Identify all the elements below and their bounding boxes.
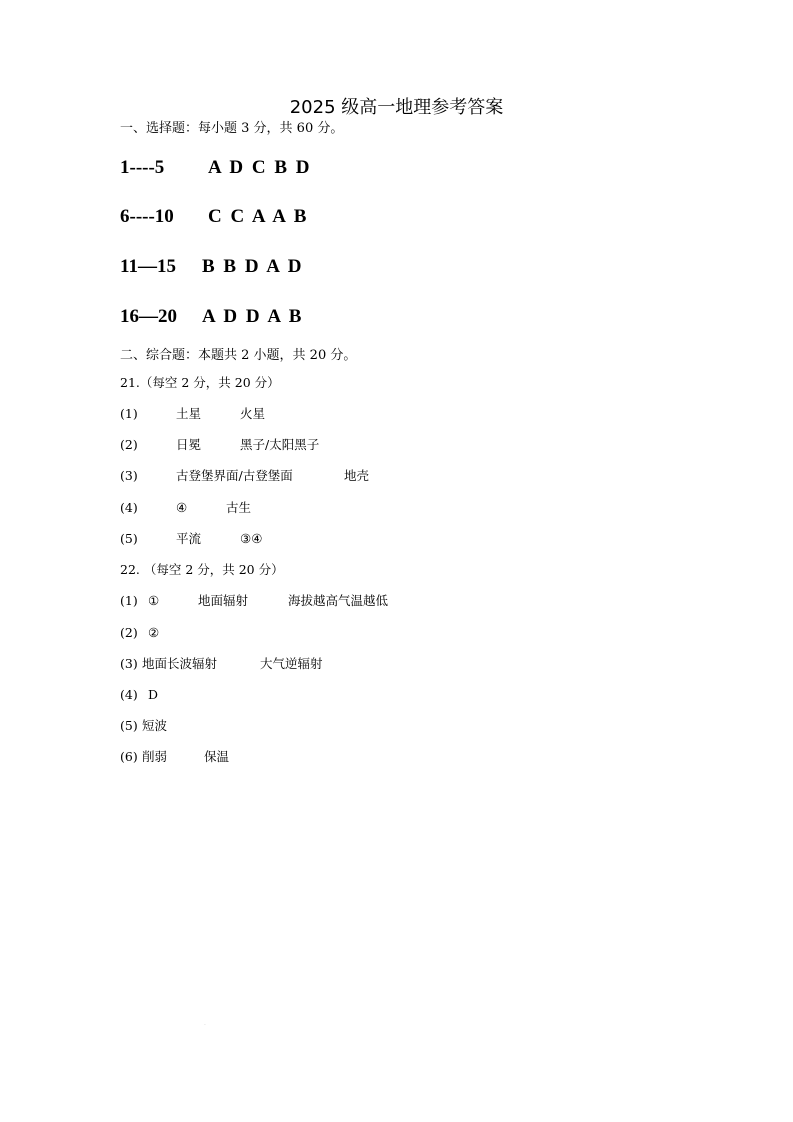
item-number: (4): [120, 687, 138, 702]
mc-answers: A D C B D: [208, 157, 312, 178]
item-number: (1): [120, 406, 138, 421]
mc-answers: C C A A B: [208, 206, 309, 227]
answer-blank-1: 土星: [176, 406, 202, 421]
mc-answer-row: [120, 155, 312, 181]
item-number: (4): [120, 500, 138, 515]
document-title: 2025 级高一地理参考答案: [289, 97, 504, 118]
answer-blank-1: 短波: [142, 718, 168, 733]
mc-answer-row: [120, 254, 304, 280]
answer-blank-1: 平流: [176, 531, 202, 546]
mc-answers: B B D A D: [202, 256, 304, 277]
mc-question-range: 1----5: [120, 157, 165, 178]
answer-blank-2: 保温: [204, 749, 230, 764]
answer-blank-1: 日冕: [176, 437, 202, 452]
answer-blank-2: 黑子/太阳黑子: [240, 437, 320, 452]
answer-blank-2: 火星: [240, 406, 266, 421]
mc-question-range: 11—15: [120, 256, 176, 277]
mc-answers: A D D A B: [202, 306, 304, 327]
answer-blank-1: ①: [148, 593, 160, 608]
item-number: (5): [120, 531, 138, 546]
item-number: (6): [120, 749, 138, 764]
mc-question-range: 16—20: [120, 306, 177, 327]
answer-blank-1: ④: [176, 500, 188, 515]
item-number: (1): [120, 593, 138, 608]
question-22-header: 22. （每空 2 分，共 20 分）: [120, 562, 284, 577]
answer-blank-1: 地面长波辐射: [142, 656, 218, 671]
mc-answer-row: [120, 304, 304, 330]
answer-blank-2: 地面辐射: [198, 593, 249, 608]
section2-heading: 二、综合题：本题共 2 小题，共 20 分。: [120, 348, 357, 363]
answer-blank-2: ③④: [240, 531, 263, 546]
mc-question-range: 6----10: [120, 206, 174, 227]
answer-blank-2: 地壳: [344, 468, 370, 483]
answer-blank-1: 古登堡界面/古登堡面: [176, 468, 293, 483]
item-number: (2): [120, 625, 138, 640]
answer-blank-1: ②: [148, 625, 160, 640]
item-number: (3): [120, 656, 138, 671]
faint-dot-mark: ·: [204, 1022, 206, 1029]
item-number: (2): [120, 437, 138, 452]
answer-blank-1: D: [148, 687, 159, 702]
answer-blank-2: 大气逆辐射: [260, 656, 323, 671]
mc-answer-row: [120, 204, 309, 230]
answer-blank-2: 古生: [226, 500, 252, 515]
item-number: (3): [120, 468, 138, 483]
section1-heading: 一、选择题：每小题 3 分，共 60 分。: [120, 121, 344, 136]
question-21-header: 21.（每空 2 分，共 20 分）: [120, 375, 280, 390]
answer-blank-3: 海拔越高气温越低: [288, 593, 389, 608]
answer-blank-1: 削弱: [142, 749, 168, 764]
item-number: (5): [120, 718, 138, 733]
